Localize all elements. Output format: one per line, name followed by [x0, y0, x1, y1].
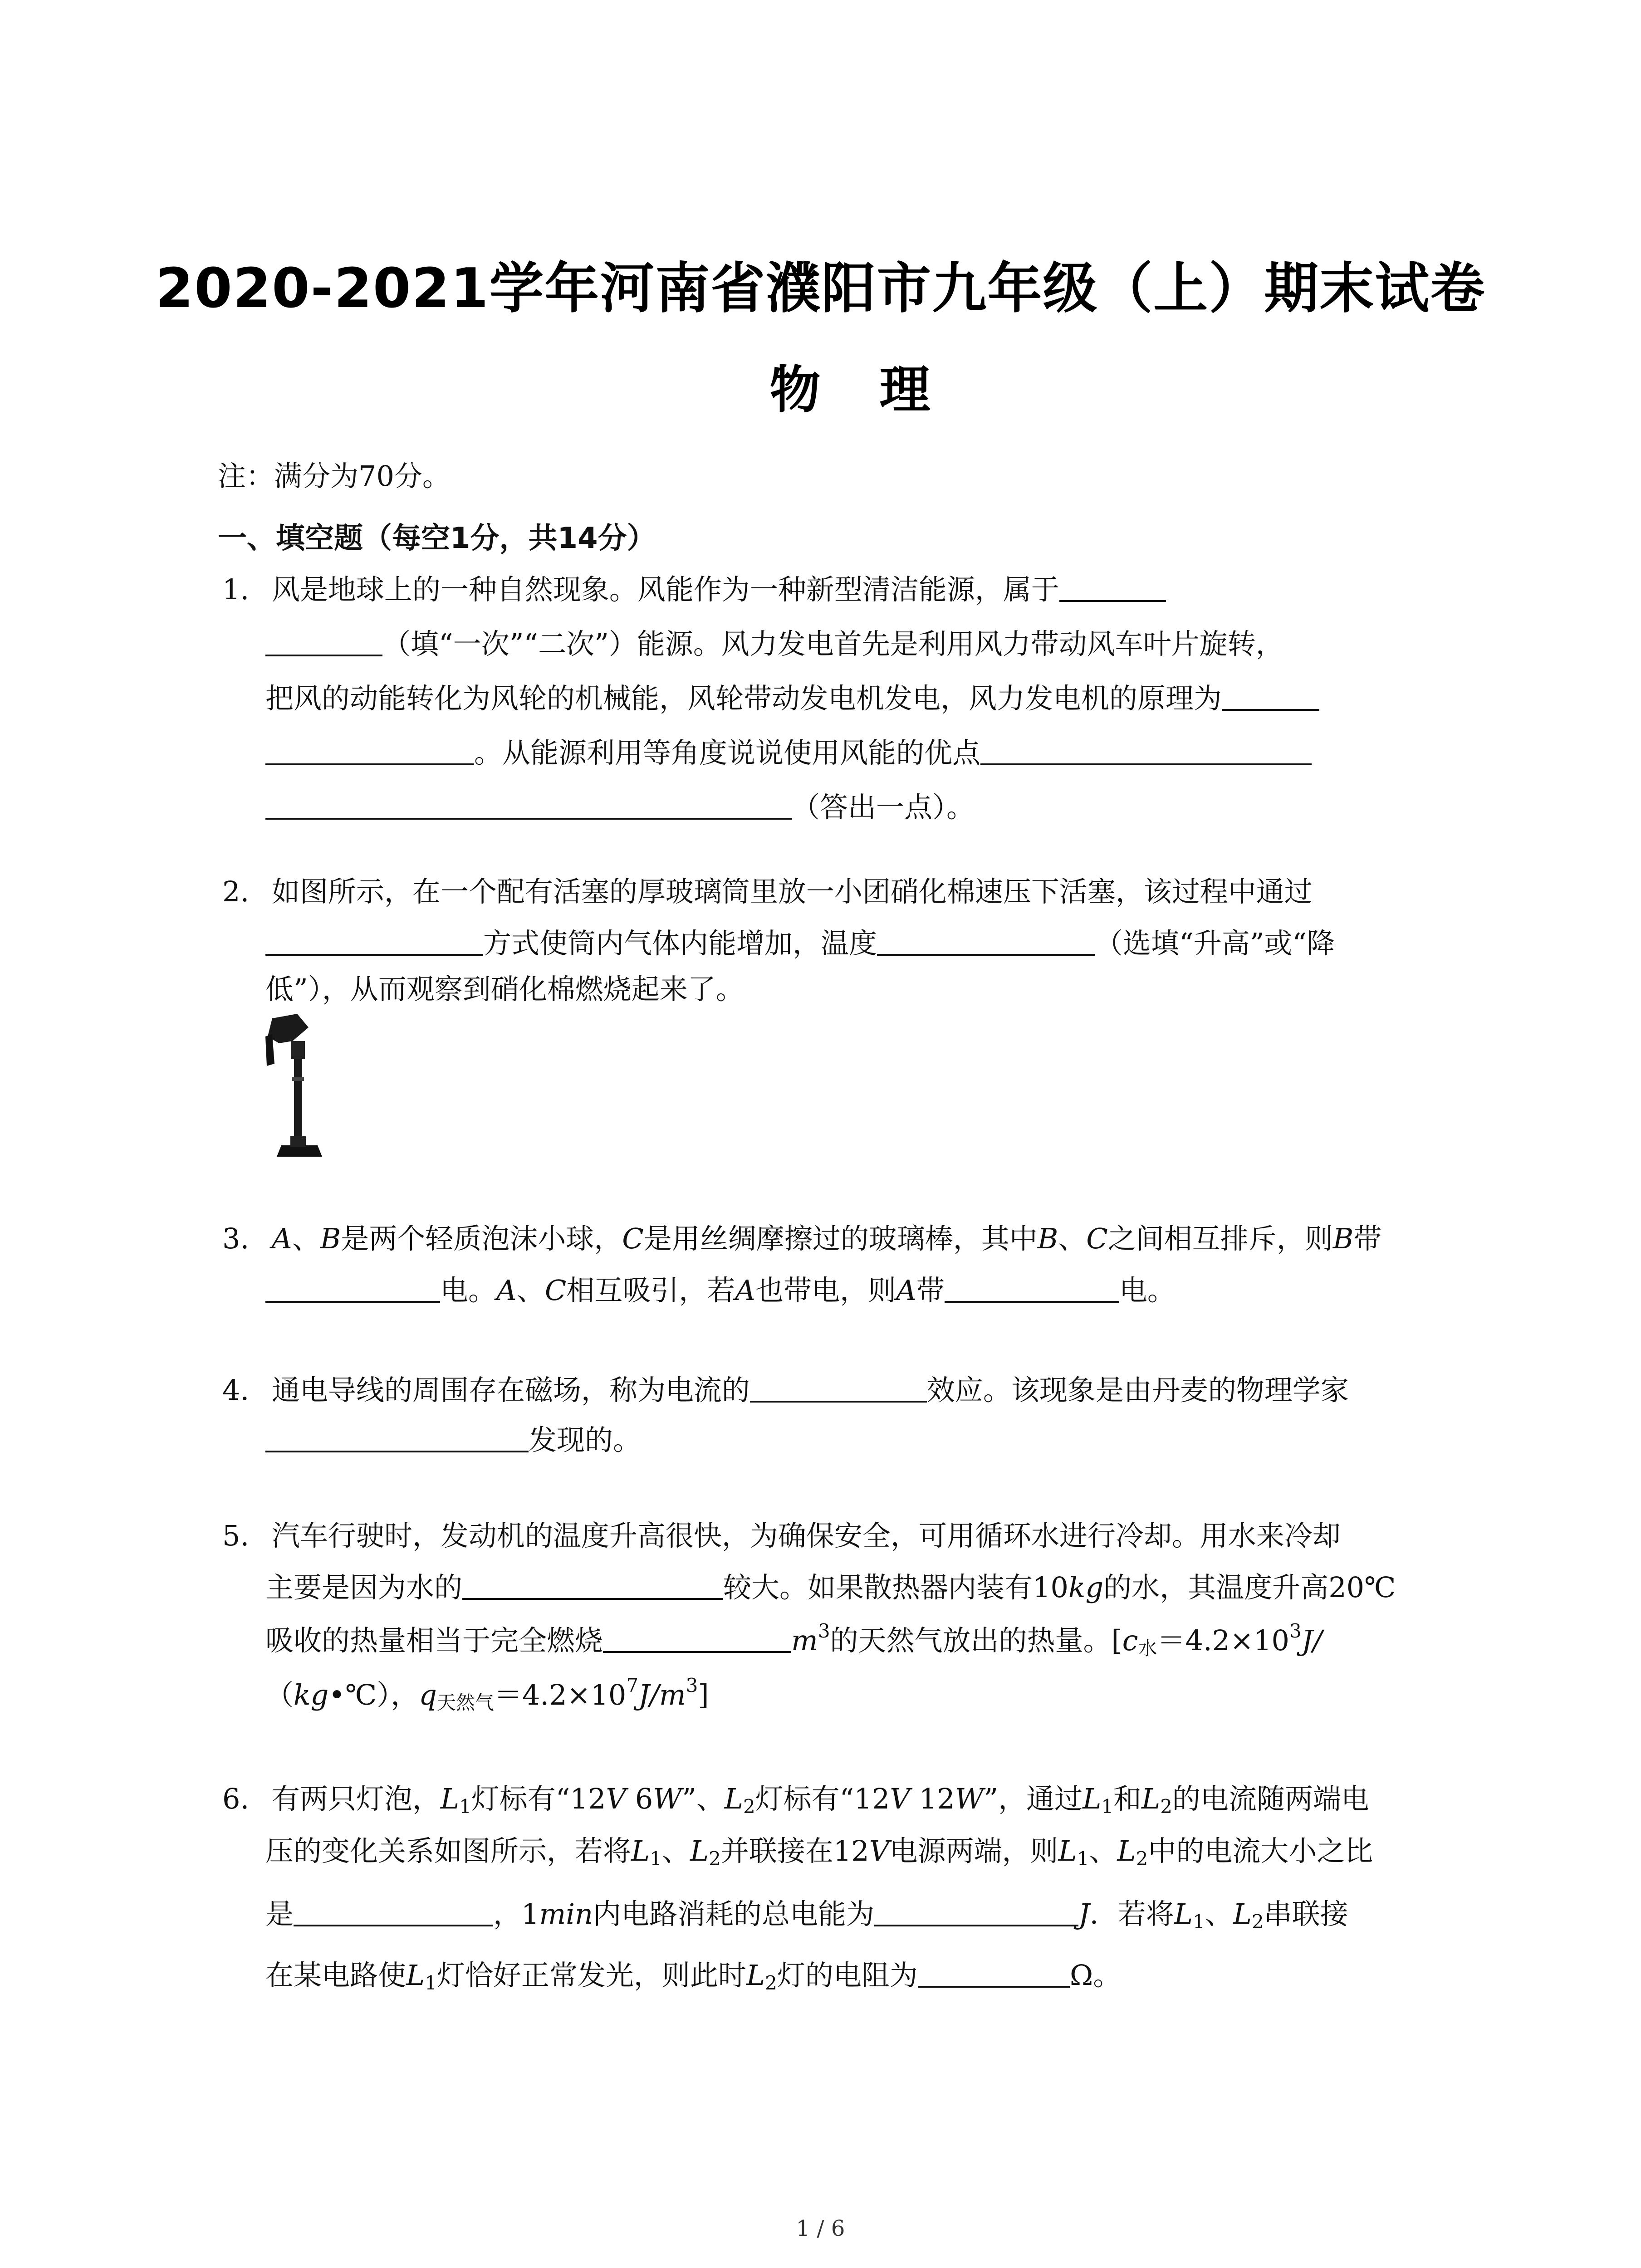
question-text: 电源两端，则: [889, 1834, 1058, 1867]
punct: 、: [661, 1834, 690, 1867]
question-number: 4.: [222, 1374, 250, 1407]
subscript: 2: [765, 1972, 777, 1994]
var-B: B: [1037, 1222, 1058, 1255]
question-text: 带: [1353, 1222, 1382, 1255]
question-text: 灯标有“12: [471, 1782, 606, 1815]
var-L: L: [1117, 1834, 1136, 1867]
answer-blank[interactable]: [265, 628, 382, 656]
question-text: 有两只灯泡，: [271, 1782, 441, 1815]
section-heading: 一、填空题（每空1分，共14分）: [218, 522, 656, 555]
answer-blank[interactable]: [265, 1424, 529, 1452]
subscript: 2: [1136, 1848, 1148, 1870]
unit-W: W: [955, 1782, 984, 1815]
punct: 、: [516, 1274, 545, 1307]
punct: 、: [1205, 1897, 1233, 1931]
question-text: 风是地球上的一种自然现象。风能作为一种新型清洁能源，属于: [271, 573, 1059, 606]
question-text: ．若将: [1089, 1897, 1174, 1931]
question-text: 12: [910, 1782, 955, 1815]
answer-blank[interactable]: [874, 1898, 1078, 1926]
var-L: L: [631, 1834, 650, 1867]
var-A: A: [896, 1274, 916, 1307]
var-L: L: [1233, 1897, 1252, 1931]
answer-blank[interactable]: [265, 792, 792, 820]
question-text: 电。: [440, 1274, 497, 1307]
score-note: 注：满分为70分。: [218, 459, 451, 493]
question-text: 也带电，则: [755, 1274, 896, 1307]
question-text: 是两个轻质泡沫小球，: [341, 1222, 622, 1255]
question-text: •℃），: [328, 1678, 419, 1711]
question-text: 是: [265, 1897, 294, 1931]
answer-blank[interactable]: [603, 1625, 791, 1653]
question-text: 汽车行驶时，发动机的温度升高很快，为确保安全，可用循环水进行冷却。用水来冷却: [271, 1519, 1341, 1552]
unit-W: W: [653, 1782, 682, 1815]
question-text: 之间相互排斥，则: [1107, 1222, 1333, 1255]
subscript: 1: [459, 1795, 471, 1818]
question-text: 把风的动能转化为风轮的机械能，风轮带动发电机发电，风力发电机的原理为: [265, 682, 1222, 715]
question-text: 方式使筒内气体内能增加，温度: [483, 927, 877, 960]
subscript: 1: [425, 1972, 437, 1994]
question-text: 相互吸引，若: [566, 1274, 735, 1307]
question-text: 电。: [1119, 1274, 1176, 1307]
punct: 、: [1089, 1834, 1117, 1867]
question-text: （选填“升高”或“降: [1095, 927, 1335, 960]
unit-J-m: J/m: [638, 1678, 686, 1711]
var-q: q: [419, 1678, 437, 1711]
unit-kg: kg: [1068, 1571, 1104, 1604]
question-text: 吸收的热量相当于完全燃烧: [265, 1624, 603, 1657]
var-L: L: [1083, 1782, 1102, 1815]
question-text: Ω。: [1069, 1959, 1122, 1992]
punct: 、: [292, 1222, 320, 1255]
unit-J: J/: [1301, 1624, 1323, 1657]
var-c: c: [1122, 1624, 1138, 1657]
var-L: L: [1058, 1834, 1077, 1867]
question-text: 的水，其温度升高20℃: [1103, 1571, 1396, 1604]
question-text: 灯的电阻为: [777, 1959, 918, 1992]
question-text: 是用丝绸摩擦过的玻璃棒，其中: [643, 1222, 1038, 1255]
var-A: A: [271, 1222, 292, 1255]
unit-min: min: [539, 1897, 593, 1931]
question-text: 6: [626, 1782, 653, 1815]
answer-blank[interactable]: [980, 737, 1312, 765]
subscript: 2: [709, 1848, 721, 1870]
var-C: C: [544, 1274, 567, 1307]
var-A: A: [735, 1274, 756, 1307]
var-L: L: [406, 1959, 425, 1992]
question-text: 的电流随两端电: [1172, 1782, 1369, 1815]
answer-blank[interactable]: [877, 928, 1095, 956]
question-text: 内电路消耗的总电能为: [593, 1897, 875, 1931]
answer-blank[interactable]: [265, 1275, 440, 1303]
question-number: 3.: [222, 1222, 250, 1255]
answer-blank[interactable]: [294, 1898, 493, 1926]
answer-blank[interactable]: [1222, 683, 1319, 711]
question-text: 如图所示，在一个配有活塞的厚玻璃筒里放一小团硝化棉速压下活塞，该过程中通过: [271, 875, 1313, 908]
var-L: L: [1141, 1782, 1161, 1815]
question-text: 和: [1113, 1782, 1142, 1815]
unit-J: J: [1078, 1897, 1090, 1931]
exponent: 3: [818, 1620, 830, 1642]
question-text: 发现的。: [529, 1423, 642, 1457]
question-text: 在某电路使: [265, 1959, 407, 1992]
question-number: 5.: [222, 1519, 250, 1552]
question-text: 较大。如果散热器内装有10: [723, 1571, 1068, 1604]
var-L: L: [690, 1834, 709, 1867]
question-text: 串联接: [1264, 1897, 1348, 1931]
question-text: ＝4.2×10: [494, 1678, 627, 1711]
page-number: 1 / 6: [796, 2216, 845, 2241]
answer-blank[interactable]: [918, 1960, 1070, 1988]
answer-blank[interactable]: [265, 737, 474, 765]
question-text: 压的变化关系如图所示，若将: [265, 1834, 632, 1867]
var-L: L: [1174, 1897, 1193, 1931]
var-B: B: [320, 1222, 341, 1255]
unit-m: m: [791, 1624, 818, 1657]
var-L: L: [440, 1782, 460, 1815]
question-text: 灯恰好正常发光，则此时: [436, 1959, 746, 1992]
question-text: 主要是因为水的: [265, 1571, 463, 1604]
answer-blank[interactable]: [265, 928, 483, 956]
exponent: 3: [1289, 1620, 1302, 1642]
question-text: 中的电流大小之比: [1148, 1834, 1373, 1867]
var-C: C: [1086, 1222, 1108, 1255]
subscript: 1: [1193, 1911, 1205, 1933]
page-subtitle: 物理: [769, 361, 989, 420]
question-text: 效应。该现象是由丹麦的物理学家: [926, 1374, 1349, 1407]
page-title: 2020-2021学年河南省濮阳市九年级（上）期末试卷: [155, 257, 1486, 320]
unit-V: V: [869, 1834, 890, 1867]
var-L: L: [746, 1959, 765, 1992]
question-text: ＝4.2×10: [1157, 1624, 1289, 1657]
punct: ]: [698, 1678, 709, 1711]
subscript: 天然气: [436, 1691, 494, 1714]
unit-V: V: [890, 1782, 911, 1815]
var-C: C: [622, 1222, 644, 1255]
answer-blank[interactable]: [945, 1275, 1119, 1303]
subscript: 2: [1252, 1911, 1264, 1933]
var-B: B: [1332, 1222, 1354, 1255]
subscript: 1: [1101, 1795, 1113, 1818]
question-text: 带: [916, 1274, 945, 1307]
punct: 、: [1058, 1222, 1087, 1255]
question-number: 6.: [222, 1782, 250, 1815]
punct: （: [265, 1678, 294, 1711]
subscript: 水: [1138, 1637, 1157, 1659]
question-text: ”，通过: [984, 1782, 1083, 1815]
question-text: （答出一点）。: [792, 791, 975, 824]
answer-blank[interactable]: [462, 1572, 723, 1600]
answer-blank[interactable]: [1059, 574, 1166, 602]
subscript: 1: [650, 1848, 662, 1870]
exponent: 7: [626, 1674, 639, 1696]
answer-blank[interactable]: [750, 1374, 927, 1403]
question-text: ，1: [493, 1897, 539, 1931]
question-text: 通电导线的周围存在磁场，称为电流的: [271, 1374, 750, 1407]
unit-V: V: [606, 1782, 627, 1815]
question-text: ”、: [682, 1782, 725, 1815]
var-A: A: [496, 1274, 517, 1307]
question-text: （填“一次”“二次”）能源。风力发电首先是利用风力带动风车叶片旋转，: [382, 627, 1284, 660]
question-text: 并联接在12: [720, 1834, 869, 1867]
question-text: 的天然气放出的热量。[: [830, 1624, 1122, 1657]
exponent: 3: [686, 1674, 698, 1696]
var-L: L: [724, 1782, 743, 1815]
question-text: 。从能源利用等角度说说使用风能的优点: [474, 736, 981, 769]
question-text: 低”），从而观察到硝化棉燃烧起来了。: [265, 973, 744, 1006]
piston-cylinder-figure: [254, 1009, 336, 1159]
subscript: 2: [743, 1795, 755, 1818]
question-number: 2.: [222, 875, 250, 908]
subscript: 2: [1160, 1795, 1172, 1818]
subscript: 1: [1077, 1848, 1089, 1870]
question-text: 灯标有“12: [755, 1782, 890, 1815]
question-number: 1.: [222, 573, 250, 606]
unit-kg: kg: [294, 1678, 329, 1711]
